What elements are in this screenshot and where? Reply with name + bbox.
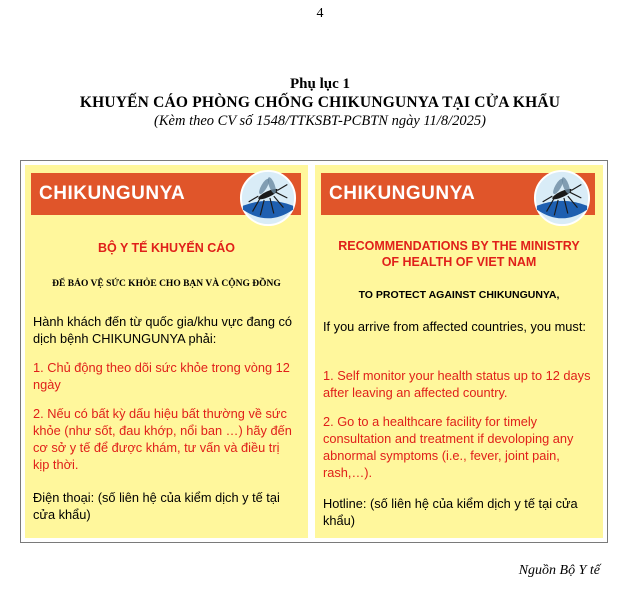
vietnamese-panel	[25, 165, 308, 538]
mosquito-globe-icon	[239, 169, 297, 227]
main-title: KHUYẾN CÁO PHÒNG CHỐNG CHIKUNGUNYA TẠI CỬA KHẨU	[79, 94, 561, 111]
recommendation-1: 1. Self monitor your health status up to 12 days after leaving an affected country.	[323, 368, 591, 400]
panel-heading: RECOMMENDATIONS BY THE MINISTRY OF HEALTH OF VIET NAM	[338, 239, 580, 269]
hotline-contact: Hotline: (số liên hệ của kiểm dịch y tế tại cửa khẩu)	[323, 496, 578, 528]
panel-subheading: ĐỂ BẢO VỆ SỨC KHỎE CHO BẠN VÀ CỘNG ĐỒNG	[52, 279, 281, 289]
phone-contact: Điện thoại: (số liên hệ của kiểm dịch y tế tại cửa khẩu)	[33, 490, 280, 522]
intro-text: If you arrive from affected countries, you must:	[323, 319, 586, 334]
panel-subheading: TO PROTECT AGAINST CHIKUNGUNYA,	[358, 289, 560, 301]
page-number: 4	[316, 6, 324, 21]
recommendation-2: 2. Nếu có bất kỳ dấu hiệu bất thường về sức khỏe (như sốt, đau khớp, nổi ban …) hãy đến cơ sở y tế để được khám, tư vấn và điều trị kịp thời.	[33, 406, 292, 472]
intro-text: Hành khách đến từ quốc gia/khu vực đang có dịch bệnh CHIKUNGUNYA phải:	[33, 314, 293, 346]
panel-heading: BỘ Y TẾ KHUYẾN CÁO	[97, 241, 236, 255]
banner: CHIKUNGUNYA	[31, 173, 301, 215]
subtitle: (Kèm theo CV số 1548/TTKSBT-PCBTN ngày 11/8/2025)	[154, 113, 486, 129]
poster-frame	[20, 160, 608, 543]
recommendation-2: 2. Go to a healthcare facility for timely consultation and treatment if devoloping any abnormal symptoms (i.e., fever, joint pain, rash,…).	[323, 414, 574, 480]
mosquito-globe-icon	[533, 169, 591, 227]
appendix-title: Phụ lục 1	[289, 76, 350, 92]
recommendation-1: 1. Chủ động theo dõi sức khỏe trong vòng 12 ngày	[33, 360, 290, 392]
source-credit: Nguồn Bộ Y tế	[518, 563, 600, 578]
english-panel	[315, 165, 603, 538]
banner: CHIKUNGUNYA	[321, 173, 595, 215]
